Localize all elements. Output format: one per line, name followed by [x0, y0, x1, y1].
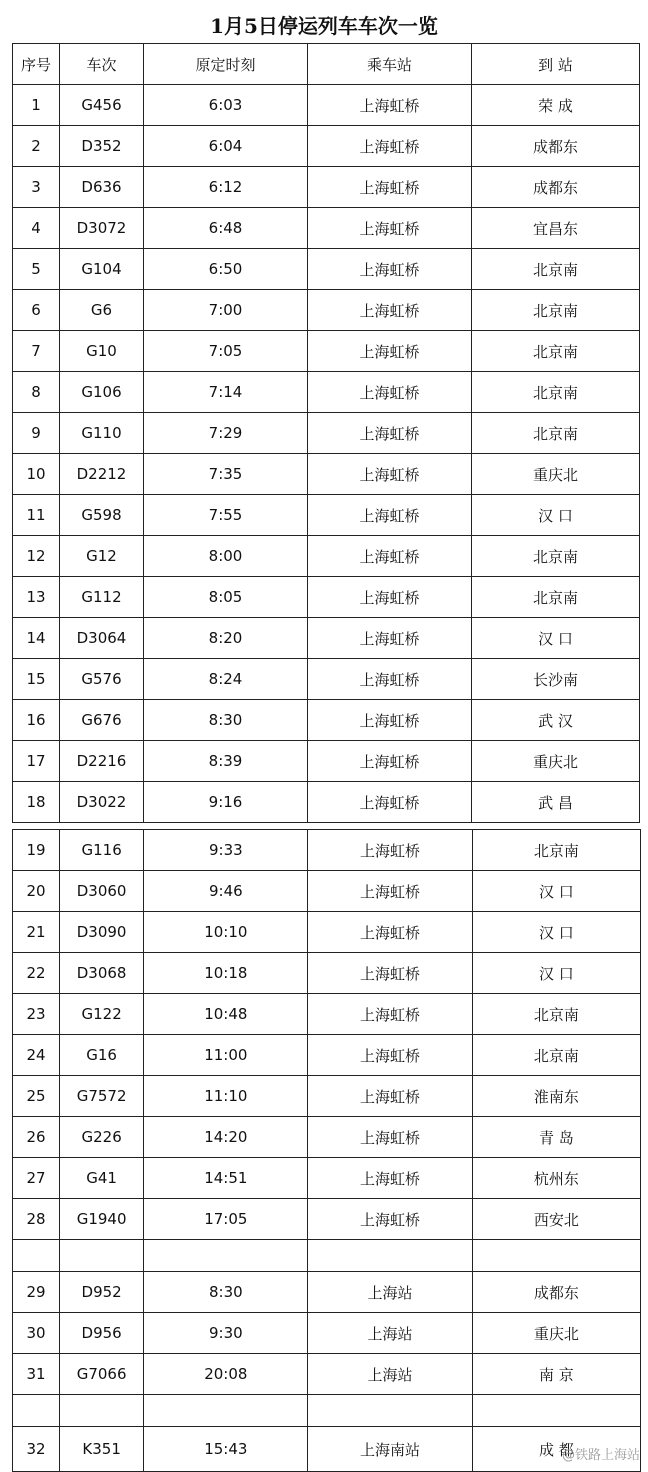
cell-time: 9:30	[144, 1313, 308, 1354]
cell-destination: 北京南	[472, 249, 640, 290]
cell-destination	[472, 1395, 640, 1427]
cell-train: G456	[60, 85, 144, 126]
cell-time: 10:10	[144, 912, 308, 953]
cell-time: 15:43	[144, 1427, 308, 1472]
cell-boarding: 上海虹桥	[308, 1035, 472, 1076]
cell-train: G112	[60, 577, 144, 618]
table-row	[13, 741, 640, 782]
table-row	[13, 1035, 641, 1076]
cell-boarding: 上海虹桥	[308, 454, 472, 495]
cell-boarding: 上海虹桥	[308, 536, 472, 577]
cell-index: 13	[13, 577, 60, 618]
cell-index: 10	[13, 454, 60, 495]
cell-destination: 北京南	[472, 577, 640, 618]
table-spacer-row	[13, 1395, 641, 1427]
cell-index: 27	[13, 1158, 60, 1199]
cell-train: D352	[60, 126, 144, 167]
cell-boarding: 上海虹桥	[308, 372, 472, 413]
header-destination: 到 站	[472, 44, 640, 85]
cell-train: G116	[60, 830, 144, 871]
cell-train: D2216	[60, 741, 144, 782]
cell-boarding: 上海虹桥	[308, 618, 472, 659]
cell-destination: 北京南	[472, 536, 640, 577]
cell-time: 6:50	[144, 249, 308, 290]
cell-boarding: 上海虹桥	[308, 577, 472, 618]
cell-index: 26	[13, 1117, 60, 1158]
cell-time: 10:18	[144, 953, 308, 994]
table-row	[13, 85, 640, 126]
table-row	[13, 1117, 641, 1158]
cell-index: 17	[13, 741, 60, 782]
cell-index: 25	[13, 1076, 60, 1117]
cell-time: 9:16	[144, 782, 308, 823]
cell-destination: 成 都	[472, 1427, 640, 1472]
cell-destination: 长沙南	[472, 659, 640, 700]
table-row	[13, 577, 640, 618]
cell-boarding: 上海虹桥	[308, 782, 472, 823]
cell-boarding: 上海虹桥	[308, 700, 472, 741]
table-row	[13, 782, 640, 823]
cell-index: 22	[13, 953, 60, 994]
cell-destination: 汉 口	[472, 871, 640, 912]
cell-boarding: 上海站	[308, 1313, 472, 1354]
cell-destination: 汉 口	[472, 495, 640, 536]
cell-boarding: 上海虹桥	[308, 871, 472, 912]
table-row	[13, 1427, 641, 1472]
cell-destination: 荣 成	[472, 85, 640, 126]
table-row	[13, 700, 640, 741]
cell-boarding: 上海虹桥	[308, 830, 472, 871]
cell-boarding: 上海虹桥	[308, 1199, 472, 1240]
cell-time: 6:48	[144, 208, 308, 249]
cell-index: 19	[13, 830, 60, 871]
cell-time: 9:46	[144, 871, 308, 912]
table-row	[13, 1272, 641, 1313]
cell-train: D636	[60, 167, 144, 208]
cell-destination: 北京南	[472, 290, 640, 331]
cell-boarding: 上海虹桥	[308, 495, 472, 536]
cell-time	[144, 1240, 308, 1272]
cell-time: 8:24	[144, 659, 308, 700]
table-row	[13, 871, 641, 912]
cell-index: 16	[13, 700, 60, 741]
table-row	[13, 413, 640, 454]
cell-train: G1940	[60, 1199, 144, 1240]
cell-time: 7:35	[144, 454, 308, 495]
cell-index: 31	[13, 1354, 60, 1395]
table-header-row	[13, 44, 640, 85]
cell-index: 2	[13, 126, 60, 167]
cell-destination: 南 京	[472, 1354, 640, 1395]
cell-boarding	[308, 1240, 472, 1272]
table-row	[13, 953, 641, 994]
cell-train	[60, 1240, 144, 1272]
cell-index: 9	[13, 413, 60, 454]
cell-train: D3064	[60, 618, 144, 659]
cell-destination: 青 岛	[472, 1117, 640, 1158]
cell-boarding: 上海虹桥	[308, 1117, 472, 1158]
cell-time: 9:33	[144, 830, 308, 871]
table-spacer-row	[13, 1240, 641, 1272]
cell-boarding: 上海虹桥	[308, 994, 472, 1035]
cell-destination: 成都东	[472, 167, 640, 208]
cell-index: 4	[13, 208, 60, 249]
cell-train	[60, 1395, 144, 1427]
cell-boarding: 上海虹桥	[308, 413, 472, 454]
cell-destination: 西安北	[472, 1199, 640, 1240]
cell-train: G598	[60, 495, 144, 536]
cell-train: G676	[60, 700, 144, 741]
cell-boarding: 上海虹桥	[308, 741, 472, 782]
cell-boarding	[308, 1395, 472, 1427]
cell-train: G576	[60, 659, 144, 700]
cell-train: G6	[60, 290, 144, 331]
cell-time: 10:48	[144, 994, 308, 1035]
table-row	[13, 1158, 641, 1199]
table-row	[13, 208, 640, 249]
cell-index: 12	[13, 536, 60, 577]
table-row	[13, 331, 640, 372]
cell-index: 24	[13, 1035, 60, 1076]
cell-destination: 宜昌东	[472, 208, 640, 249]
cell-index: 3	[13, 167, 60, 208]
table-row	[13, 167, 640, 208]
cell-train: D3060	[60, 871, 144, 912]
cell-boarding: 上海虹桥	[308, 953, 472, 994]
cell-index: 14	[13, 618, 60, 659]
cell-destination: 北京南	[472, 331, 640, 372]
cell-train: D3090	[60, 912, 144, 953]
cell-train: G106	[60, 372, 144, 413]
cell-destination: 重庆北	[472, 741, 640, 782]
cell-destination: 北京南	[472, 1035, 640, 1076]
cell-train: G7572	[60, 1076, 144, 1117]
cell-time: 17:05	[144, 1199, 308, 1240]
cell-train: D952	[60, 1272, 144, 1313]
cell-destination: 北京南	[472, 413, 640, 454]
cell-train: D3072	[60, 208, 144, 249]
cell-destination: 重庆北	[472, 1313, 640, 1354]
table-row	[13, 372, 640, 413]
cell-destination: 成都东	[472, 1272, 640, 1313]
table-row	[13, 495, 640, 536]
schedule-table-part2	[12, 829, 641, 1472]
table-row	[13, 1354, 641, 1395]
table-row	[13, 659, 640, 700]
header-boarding: 乘车站	[308, 44, 472, 85]
cell-destination	[472, 1240, 640, 1272]
table-row	[13, 830, 641, 871]
cell-train: G7066	[60, 1354, 144, 1395]
cell-boarding: 上海虹桥	[308, 1158, 472, 1199]
cell-train: G10	[60, 331, 144, 372]
cell-train: G104	[60, 249, 144, 290]
cell-index: 1	[13, 85, 60, 126]
table-row	[13, 536, 640, 577]
header-train: 车次	[60, 44, 144, 85]
cell-destination: 武 昌	[472, 782, 640, 823]
cell-destination: 北京南	[472, 994, 640, 1035]
cell-boarding: 上海虹桥	[308, 1076, 472, 1117]
cell-time: 14:51	[144, 1158, 308, 1199]
cell-train: G12	[60, 536, 144, 577]
cell-index: 11	[13, 495, 60, 536]
cell-boarding: 上海虹桥	[308, 167, 472, 208]
cell-train: G122	[60, 994, 144, 1035]
cell-train: G226	[60, 1117, 144, 1158]
cell-time: 7:05	[144, 331, 308, 372]
table-row	[13, 290, 640, 331]
cell-train: D3022	[60, 782, 144, 823]
cell-train: G41	[60, 1158, 144, 1199]
page-title: 1月5日停运列车车次一览	[210, 14, 438, 38]
cell-destination: 北京南	[472, 372, 640, 413]
cell-index: 32	[13, 1427, 60, 1472]
cell-index: 21	[13, 912, 60, 953]
table-row	[13, 912, 641, 953]
cell-boarding: 上海虹桥	[308, 912, 472, 953]
cell-boarding: 上海虹桥	[308, 85, 472, 126]
cell-destination: 杭州东	[472, 1158, 640, 1199]
cell-time: 8:05	[144, 577, 308, 618]
cell-time: 6:12	[144, 167, 308, 208]
cell-destination: 汉 口	[472, 912, 640, 953]
cell-boarding: 上海虹桥	[308, 331, 472, 372]
table-row	[13, 1313, 641, 1354]
cell-destination: 淮南东	[472, 1076, 640, 1117]
cell-time: 8:20	[144, 618, 308, 659]
cell-time: 6:04	[144, 126, 308, 167]
cell-boarding: 上海虹桥	[308, 126, 472, 167]
header-index: 序号	[13, 44, 60, 85]
cell-time: 8:30	[144, 700, 308, 741]
cell-index: 29	[13, 1272, 60, 1313]
cell-boarding: 上海站	[308, 1354, 472, 1395]
table-row	[13, 1076, 641, 1117]
cell-index: 30	[13, 1313, 60, 1354]
cell-index: 5	[13, 249, 60, 290]
table-row	[13, 454, 640, 495]
cell-destination: 重庆北	[472, 454, 640, 495]
cell-index: 6	[13, 290, 60, 331]
cell-index	[13, 1395, 60, 1427]
cell-index	[13, 1240, 60, 1272]
cell-index: 20	[13, 871, 60, 912]
cell-index: 23	[13, 994, 60, 1035]
cell-boarding: 上海虹桥	[308, 249, 472, 290]
cell-time: 8:39	[144, 741, 308, 782]
cell-index: 15	[13, 659, 60, 700]
cell-time: 8:30	[144, 1272, 308, 1313]
cell-boarding: 上海虹桥	[308, 659, 472, 700]
cell-time: 7:55	[144, 495, 308, 536]
cell-train: D3068	[60, 953, 144, 994]
cell-boarding: 上海南站	[308, 1427, 472, 1472]
header-time: 原定时刻	[144, 44, 308, 85]
cell-time: 20:08	[144, 1354, 308, 1395]
cell-time: 11:10	[144, 1076, 308, 1117]
cell-time: 7:14	[144, 372, 308, 413]
cell-train: K351	[60, 1427, 144, 1472]
table-row	[13, 618, 640, 659]
cell-time: 7:00	[144, 290, 308, 331]
cell-time: 14:20	[144, 1117, 308, 1158]
cell-train: D956	[60, 1313, 144, 1354]
cell-time: 7:29	[144, 413, 308, 454]
cell-destination: 汉 口	[472, 618, 640, 659]
cell-index: 18	[13, 782, 60, 823]
cell-boarding: 上海虹桥	[308, 290, 472, 331]
cell-boarding: 上海站	[308, 1272, 472, 1313]
cell-train: D2212	[60, 454, 144, 495]
cell-index: 8	[13, 372, 60, 413]
cell-destination: 汉 口	[472, 953, 640, 994]
cell-train: G16	[60, 1035, 144, 1076]
cell-index: 7	[13, 331, 60, 372]
cell-destination: 武 汉	[472, 700, 640, 741]
cell-time: 11:00	[144, 1035, 308, 1076]
table-row	[13, 994, 641, 1035]
cell-train: G110	[60, 413, 144, 454]
cell-destination: 北京南	[472, 830, 640, 871]
table-row	[13, 249, 640, 290]
cell-time	[144, 1395, 308, 1427]
cell-time: 8:00	[144, 536, 308, 577]
cell-destination: 成都东	[472, 126, 640, 167]
schedule-table-part1	[12, 43, 640, 823]
cell-time: 6:03	[144, 85, 308, 126]
table-row	[13, 1199, 641, 1240]
cell-index: 28	[13, 1199, 60, 1240]
watermark: @铁路上海站	[561, 1448, 640, 1463]
cell-boarding: 上海虹桥	[308, 208, 472, 249]
table-row	[13, 126, 640, 167]
